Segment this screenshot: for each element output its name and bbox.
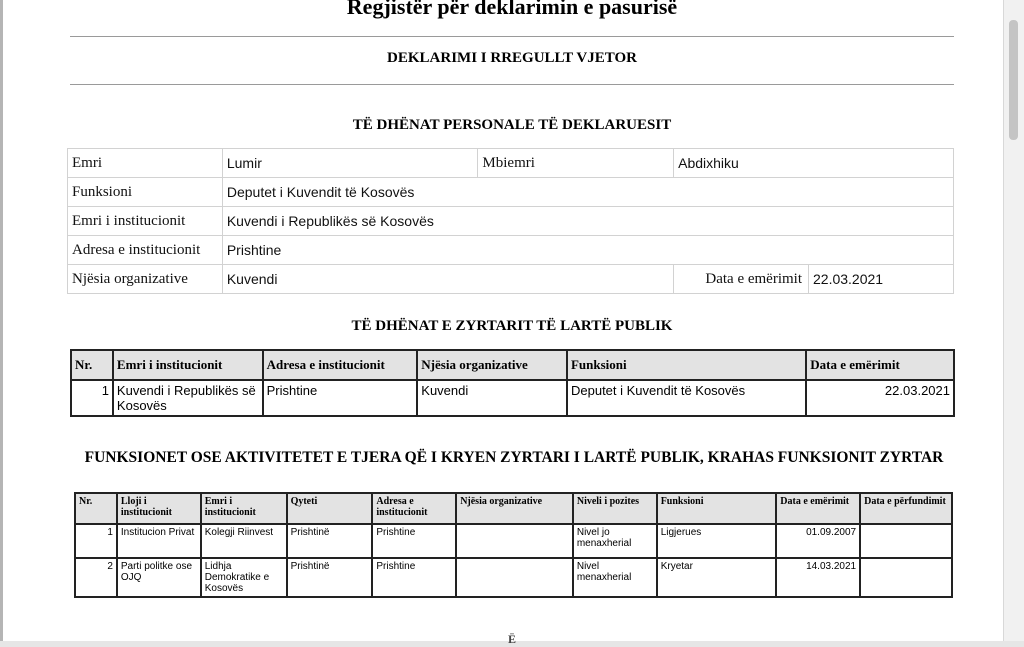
column-header: Njësia organizative [456, 493, 573, 524]
column-header: Adresa e institucionit [372, 493, 456, 524]
column-header: Data e emërimit [776, 493, 860, 524]
column-header: Njësia organizative [417, 350, 567, 380]
column-header: Lloji i institucionit [117, 493, 201, 524]
first-name-label: Emri [68, 149, 223, 178]
institution-type-cell: Parti politke ose OJQ [117, 558, 201, 597]
column-header: Nr. [71, 350, 113, 380]
function-cell: Kryetar [657, 558, 777, 597]
table-row [75, 524, 952, 558]
function-value: Deputet i Kuvendit të Kosovës [222, 178, 953, 207]
institution-value: Kuvendi i Republikës së Kosovës [222, 207, 953, 236]
institution-type-cell: Institucion Privat [117, 524, 201, 558]
table-row [71, 380, 954, 416]
personal-data-table [67, 148, 954, 294]
cut-off-heading-fragment: Ë [508, 632, 517, 646]
divider-bottom [70, 84, 954, 85]
personal-row-institution [68, 207, 954, 236]
address-cell: Prishtine [372, 524, 456, 558]
other-functions-heading: FUNKSIONET OSE AKTIVITETET E TJERA QË I KRYEN ZYRTARI I LARTË PUBLIK, KRAHAS FUNKSIONIT ZYRTAR [84, 449, 944, 466]
appointment-date-value: 22.03.2021 [808, 265, 949, 293]
official-header-row [71, 350, 954, 380]
appointment-date-cell [674, 265, 954, 294]
personal-row-address [68, 236, 954, 265]
institution-cell: Kolegji Riinvest [201, 524, 287, 558]
other-header-row [75, 493, 952, 524]
city-cell: Prishtinë [287, 524, 373, 558]
table-row [75, 558, 952, 597]
position-level-cell: Nivel menaxherial [573, 558, 657, 597]
unit-cell [456, 558, 573, 597]
divider-top [70, 36, 954, 37]
declaration-type-title: DEKLARIMI I RREGULLT VJETOR [387, 50, 637, 66]
function-label: Funksioni [68, 178, 223, 207]
unit-label: Njësia organizative [68, 265, 223, 294]
personal-row-function [68, 178, 954, 207]
address-cell: Prishtine [372, 558, 456, 597]
last-name-label: Mbiemri [478, 149, 674, 178]
institution-cell: Lidhja Demokratike e Kosovës [201, 558, 287, 597]
institution-label: Emri i institucionit [68, 207, 223, 236]
end-date-cell [860, 558, 952, 597]
row-number: 1 [71, 380, 113, 416]
document-title: Regjistër për deklarimin e pasurisë [346, 0, 678, 19]
unit-cell [456, 524, 573, 558]
unit-cell: Kuvendi [417, 380, 567, 416]
appointment-date-label: Data e emërimit [705, 270, 802, 287]
first-name-value: Lumir [222, 149, 478, 178]
end-date-cell [860, 524, 952, 558]
column-header: Funksioni [567, 350, 806, 380]
column-header: Qyteti [287, 493, 373, 524]
unit-value: Kuvendi [222, 265, 673, 294]
column-header: Data e emërimit [806, 350, 954, 380]
appointment-date-cell: 14.03.2021 [776, 558, 860, 597]
appointment-date-cell: 22.03.2021 [806, 380, 954, 416]
personal-row-unit [68, 265, 954, 294]
official-data-heading: TË DHËNAT E ZYRTARIT TË LARTË PUBLIK [351, 318, 673, 334]
column-header: Nr. [75, 493, 117, 524]
column-header: Niveli i pozites [573, 493, 657, 524]
other-functions-table [74, 492, 953, 598]
appointment-date-cell: 01.09.2007 [776, 524, 860, 558]
row-number: 1 [75, 524, 117, 558]
column-header: Emri i institucionit [201, 493, 287, 524]
address-cell: Prishtine [263, 380, 418, 416]
column-header: Emri i institucionit [113, 350, 263, 380]
last-name-value: Abdixhiku [674, 149, 954, 178]
address-label: Adresa e institucionit [68, 236, 223, 265]
position-level-cell: Nivel jo menaxherial [573, 524, 657, 558]
row-number: 2 [75, 558, 117, 597]
city-cell: Prishtinë [287, 558, 373, 597]
official-data-table [70, 349, 955, 417]
personal-row-name [68, 149, 954, 178]
function-cell: Ligjerues [657, 524, 777, 558]
column-header: Data e përfundimit [860, 493, 952, 524]
personal-data-heading: TË DHËNAT PERSONALE TË DEKLARUESIT [352, 117, 672, 133]
column-header: Funksioni [657, 493, 777, 524]
column-header: Adresa e institucionit [263, 350, 418, 380]
function-cell: Deputet i Kuvendit të Kosovës [567, 380, 806, 416]
institution-cell: Kuvendi i Republikës së Kosovës [113, 380, 263, 416]
address-value: Prishtine [222, 236, 953, 265]
